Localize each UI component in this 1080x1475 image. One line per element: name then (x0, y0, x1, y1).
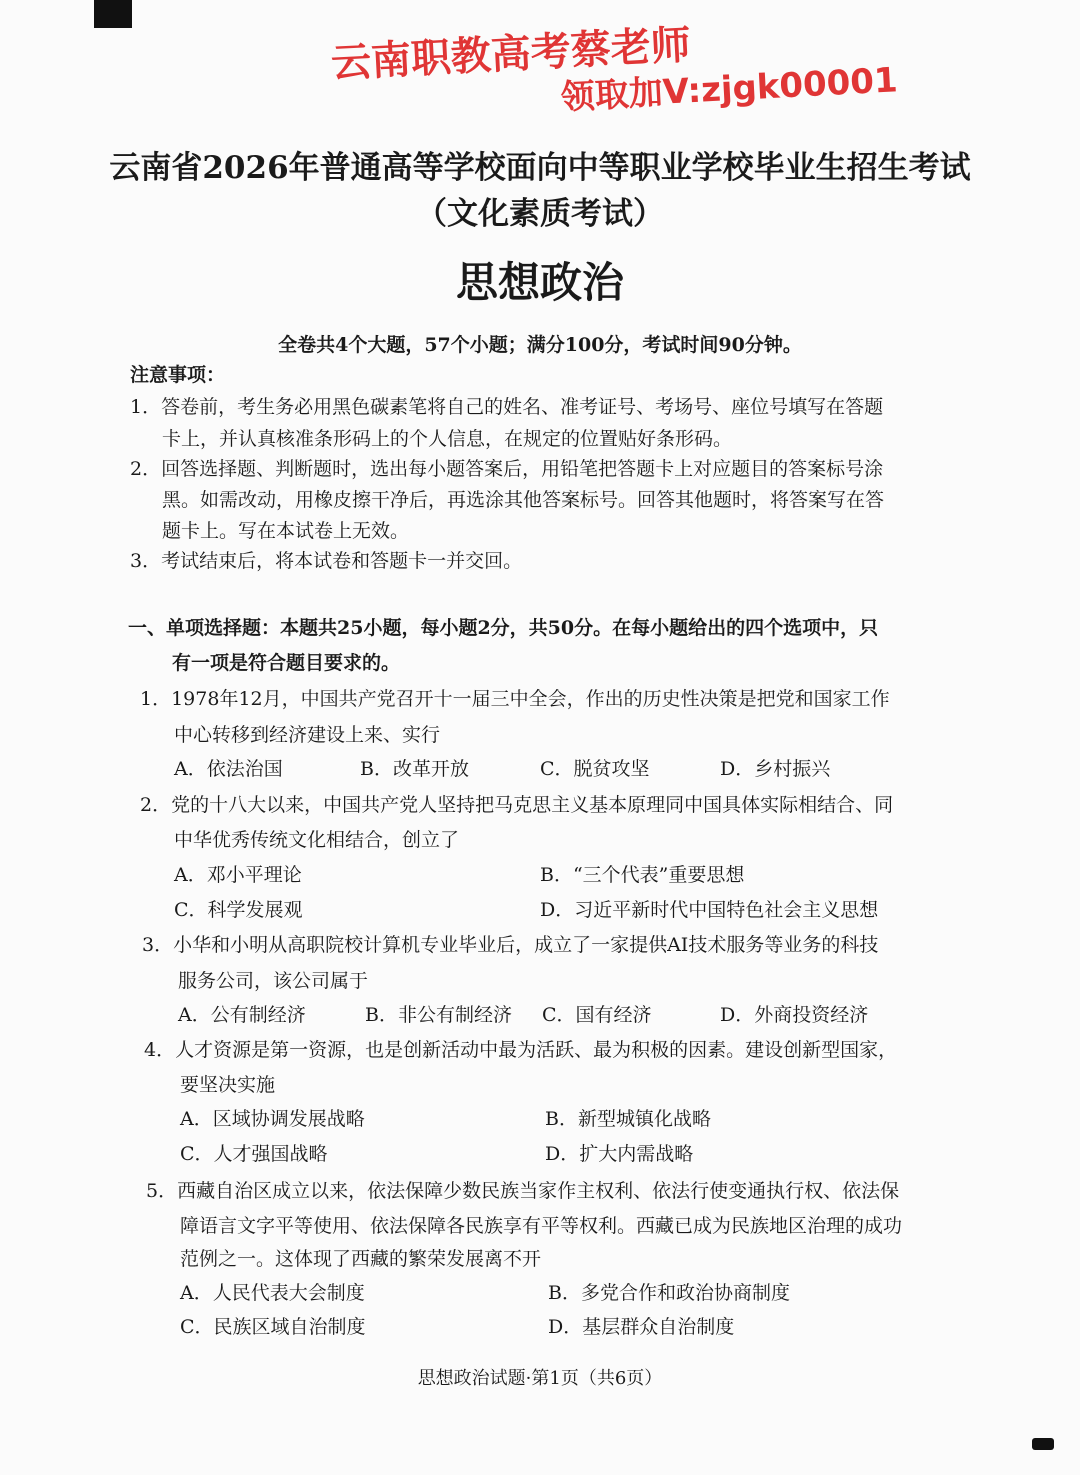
section-heading: 有一项是符合题目要求的。 (172, 652, 401, 674)
option-c: C．民族区域自治制度 (180, 1316, 366, 1338)
note-line: 3．考试结束后，将本试卷和答题卡一并交回。 (130, 550, 523, 572)
option-b: B．改革开放 (360, 758, 469, 780)
question-stem: 中心转移到经济建设上来、实行 (174, 724, 441, 746)
question-stem: 1．1978年12月，中国共产党召开十一届三中全会，作出的历史性决策是把党和国家工作 (140, 688, 890, 710)
exam-title: 云南省2026年普通高等学校面向中等职业学校毕业生招生考试 (109, 150, 971, 186)
option-b: B．多党合作和政治协商制度 (548, 1282, 790, 1304)
subject-title: 思想政治 (455, 258, 624, 307)
watermark-line: 领取加V:zjgk00001 (559, 60, 899, 118)
question-stem: 障语言文字平等使用、依法保障各民族享有平等权利。西藏已成为民族地区治理的成功 (180, 1215, 903, 1237)
option-b: B．“三个代表”重要思想 (540, 864, 745, 886)
note-line: 卡上，并认真核准条形码上的个人信息，在规定的位置贴好条形码。 (162, 428, 733, 450)
option-d: D．乡村振兴 (720, 758, 831, 780)
page-footer: 思想政治试题·第1页（共6页） (417, 1368, 663, 1389)
option-a: A．依法治国 (174, 758, 283, 780)
exam-subtitle: （文化素质考试） (416, 196, 664, 232)
option-d: D．基层群众自治制度 (548, 1316, 735, 1338)
scan-mark (1032, 1438, 1054, 1450)
option-c: C．科学发展观 (174, 899, 303, 921)
question-stem: 3．小华和小明从高职院校计算机专业毕业后，成立了一家提供AI技术服务等业务的科技 (142, 934, 879, 956)
question-stem: 4．人才资源是第一资源，也是创新活动中最为活跃、最为积极的因素。建设创新型国家， (144, 1039, 898, 1061)
option-d: D．习近平新时代中国特色社会主义思想 (540, 899, 879, 921)
question-stem: 5．西藏自治区成立以来，依法保障少数民族当家作主权利、依法行使变通执行权、依法保 (146, 1180, 900, 1202)
note-line: 2．回答选择题、判断题时，选出每小题答案后，用铅笔把答题卡上对应题目的答案标号涂 (130, 458, 884, 480)
option-c: C．国有经济 (542, 1004, 652, 1026)
note-line: 1．答卷前，考生务必用黑色碳素笔将自己的姓名、准考证号、考场号、座位号填写在答题 (130, 396, 884, 418)
option-c: C．脱贫攻坚 (540, 758, 650, 780)
note-line: 黑。如需改动，用橡皮擦干净后，再选涂其他答案标号。回答其他题时，将答案写在答 (162, 489, 885, 511)
question-stem: 中华优秀传统文化相结合，创立了 (174, 829, 460, 851)
question-stem: 要坚决实施 (180, 1074, 276, 1096)
option-b: B．新型城镇化战略 (545, 1108, 711, 1130)
exam-summary: 全卷共4个大题，57个小题；满分100分，考试时间90分钟。 (278, 334, 802, 356)
option-a: A．公有制经济 (178, 1004, 306, 1026)
scan-mark (94, 0, 132, 28)
section-heading: 一、单项选择题：本题共25小题，每小题2分，共50分。在每小题给出的四个选项中，只 (128, 617, 879, 639)
note-line: 题卡上。写在本试卷上无效。 (162, 520, 410, 542)
option-a: A．区域协调发展战略 (180, 1108, 365, 1130)
question-stem: 2．党的十八大以来，中国共产党人坚持把马克思主义基本原理同中国具体实际相结合、同 (140, 794, 894, 816)
notes-heading: 注意事项： (130, 364, 226, 386)
option-c: C．人才强国战略 (180, 1143, 328, 1165)
watermark-line: 云南职教高考蔡老师 (329, 22, 692, 87)
option-d: D．扩大内需战略 (545, 1143, 694, 1165)
question-stem: 范例之一。这体现了西藏的繁荣发展离不开 (180, 1248, 542, 1270)
option-b: B．非公有制经济 (365, 1004, 512, 1026)
question-stem: 服务公司，该公司属于 (178, 970, 369, 992)
option-d: D．外商投资经济 (720, 1004, 869, 1026)
option-a: A．人民代表大会制度 (180, 1282, 365, 1304)
option-a: A．邓小平理论 (174, 864, 302, 886)
